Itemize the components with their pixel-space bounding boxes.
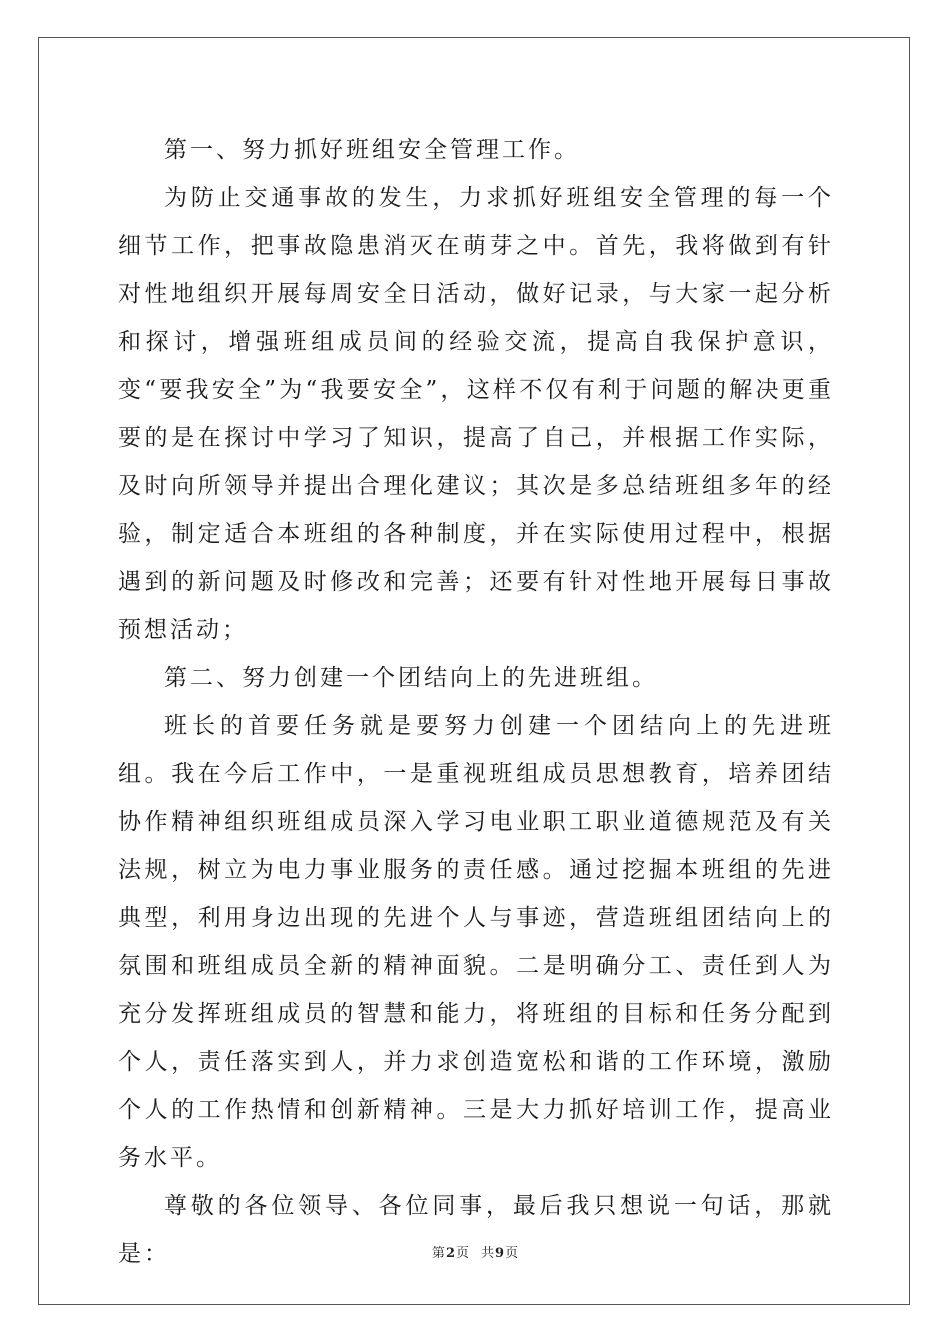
paragraph-closing: 尊敬的各位领导、各位同事，最后我只想说一句话，那就是： xyxy=(118,1193,834,1267)
paragraph-team-building: 班长的首要任务就是要努力创建一个团结向上的先进班组。我在今后工作中，一是重视班组成员思想教育，培养团结协作精神组织班组成员深入学习电业职工职业道德规范及有关法规，树立为电力事业服务的责任感。通过挖掘本班组的先进典型，利用身边出现的先进个人与事迹，营造班组团结向上的氛围和班组成员全新的精神面貌。二是明确分工、责任到人为充分发挥班组成员的智慧和能力，将班组的目标和任务分配到个人，责任落实到人，并力求创造宽松和谐的工作环境，激励个人的工作热情和创新精神。三是大力抓好培训工作，提高业务水平。 xyxy=(118,713,834,1171)
total-suffix: 页 xyxy=(505,1246,519,1261)
total-pages: 9 xyxy=(495,1246,505,1261)
page-number: 2 xyxy=(445,1246,455,1261)
page-footer xyxy=(0,1245,950,1263)
section-heading-1: 第一、努力抓好班组安全管理工作。 xyxy=(164,137,580,163)
page-prefix: 第 xyxy=(431,1246,445,1261)
total-prefix: 共 xyxy=(481,1246,495,1261)
page-suffix: 页 xyxy=(455,1246,469,1261)
document-body xyxy=(118,126,834,1278)
section-heading-2: 第二、努力创建一个团结向上的先进班组。 xyxy=(164,665,658,691)
paragraph-safety-management: 为防止交通事故的发生，力求抓好班组安全管理的每一个细节工作，把事故隐患消灭在萌芽之中。首先，我将做到有针对性地组织开展每周安全日活动，做好记录，与大家一起分析和探讨，增强班组成员间的经验交流，提高自我保护意识，变“要我安全”为“我要安全”，这样不仅有利于问题的解决更重要的是在探讨中学习了知识，提高了自己，并根据工作实际，及时向所领导并提出合理化建议；其次是多总结班组多年的经验，制定适合本班组的各种制度，并在实际使用过程中，根据遇到的新问题及时修改和完善；还要有针对性地开展每日事故预想活动； xyxy=(118,185,834,643)
